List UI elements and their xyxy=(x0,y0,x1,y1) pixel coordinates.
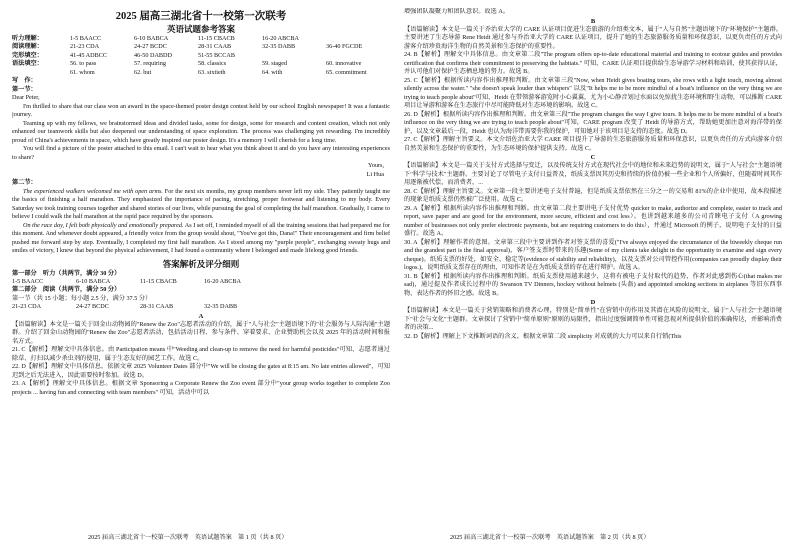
answer-key-label xyxy=(12,69,70,77)
answer-key-cell: 63. sixtieth xyxy=(198,68,226,76)
answer-key-cell: 16-20 ABCBA xyxy=(262,35,299,42)
answer-key-cell: 6-10 BABCA xyxy=(76,278,111,286)
analysis-item: 30. A【解析】理解作者的意图。文章第三段中主要讲到作者对签支票的喜爱("I've always enjoyed the circumstance of the biweekly cheque run and the grandest part is the final approval)，客户签支票时带来的乐趣(Some of my clients take delight in the opportunity to examine and sign every cheque)。纸质支票的好处，如安全、稳定等(evidence of stability and reliability)，以及支票对公司管控作用(companies can proudly display their logos.)，说明纸质支票存在的理由，可知作者是在为纸质支票的存在进行辩护。故选 A。 xyxy=(404,238,782,271)
analysis-item: 31. B【解析】根据所读内容作出推理和判断。纸质支票使用越来越少，这将有被电子支付取代的趋势，作者对此感到伤心(that makes me sad)，通过提及作者成长过程中的 Swanson TV Dinners, hockey without helmets (头盔) and appointed smoking sections in airplanes 等旧东西事物，表达作者的怀旧之感。故选 B。 xyxy=(404,272,782,297)
analysis-part1: 第一部分 听力（共两节，满分 30 分） xyxy=(12,269,121,277)
answer-key-cell: 24-27 BCDC xyxy=(134,43,167,51)
answer-key-row xyxy=(12,52,390,60)
writing-heading: 写 作： xyxy=(12,77,37,85)
answer-key-cell: 11-15 CBACB xyxy=(198,35,235,42)
letter-paragraph: I'm thrilled to share that our class won an award in the space-themed poster design contest held by our school English newspaper! It was a fantastic journey. xyxy=(12,102,390,119)
answer-key-cell: 21-23 CDA xyxy=(12,303,42,311)
story-text: As I set off, I reminded myself of all the training sessions that had prepared me for this moment. And whenever doubt appeared, a friendly voice from the group would shout, "You've got this, Dana!" Their encouragement and firm belief pushed me forward step by step. Eventually, I completed my first half marathon. As I stood among my "purple people", exchanging sweaty hugs and smiles of victory, I knew that beyond the physical achievement, I had found a community where I belonged and made lifelong good friends. xyxy=(12,221,390,255)
answer-key-cell: 28-31 CAAB xyxy=(198,43,232,51)
analysis-item: 【语篇解读】本文是一篇关于乔治亚大学的 CARE 认证项目促进生态旅游的介绍类文本，属于"人与自然"主题语境下的"环境保护"主题群。主要讲述了生态导游 Rene Heidt 通过参与乔治亚大学的 CARE 认证项目，提升了她的生态旅游服务质量和环保意识，以更负责任的方式向游客介绍珍贵海洋生物的自然美景和生态保护的重要性。 xyxy=(404,25,782,50)
analysis-title: 答案解析及评分细则 xyxy=(162,258,240,269)
analysis-item: 22. D【解析】理解文中具体信息。依据文章 2025 Volunteer Dates 部分中"We will be closing the gates at 8:15 am. No late entries allowed"，可知迟到之后无法进入，因此需要按时参加。故选 D。 xyxy=(12,363,390,379)
answer-key-label: 完形填空： xyxy=(12,51,43,59)
answer-key-cell: 1-5 BAACC xyxy=(70,35,102,42)
answer-key-label: 阅读理解： xyxy=(12,43,43,51)
answer-key-cell: 60. innovative xyxy=(326,60,362,68)
answer-key-cell: 24-27 BCDC xyxy=(76,303,109,311)
analysis-part2-sub: 第一节（共 15 小题；每小题 2.5 分，满分 37.5 分） xyxy=(12,294,152,302)
answer-key xyxy=(12,35,390,77)
analysis-item: 21. C【解析】理解文中具体信息。由 Participation means 中"Weeding and clean-up to remove the need for harmful pesticides"可知，志愿者通过除草、打扫以减少杀虫剂的使用，属于生态友好的园艺工作。故选 C。 xyxy=(12,346,390,362)
answer-key-cell: 16-20 ABCBA xyxy=(204,278,241,286)
answer-key-cell: 51-55 BCCAB xyxy=(198,51,235,59)
answer-key-cell: 61. whom xyxy=(70,68,95,76)
answer-key-cell: 28-31 CAAB xyxy=(140,303,174,311)
answer-key-cell: 6-10 BABCA xyxy=(134,35,169,42)
answer-key-row xyxy=(12,69,390,77)
section-letter: A xyxy=(198,312,204,320)
story-paragraph xyxy=(12,188,390,222)
analysis-item: 32. D【解析】理解上下文推断词语的含义。根据文章第二段 simplicity 对成就的大力可以来自行销(This xyxy=(404,332,682,340)
story-opening-sentence: On the race day, I felt both physically and emotionally prepared. xyxy=(23,221,184,229)
right-column xyxy=(404,8,782,528)
answer-key-cell: 32-35 DABB xyxy=(204,303,238,311)
section-letter: D xyxy=(590,299,596,306)
page-footer-left: 2025 届高三湖北省十一校第一次联考 英语试题答案 第 1 页（共 8 页） xyxy=(88,534,288,541)
writing-part2-heading: 第二节： xyxy=(12,179,37,187)
exam-title: 2025 届高三湖北省十一校第一次联考 xyxy=(115,11,287,22)
letter-paragraph: You will find a picture of the poster attached to this email. I can't wait to hear what you think about it and do you have any interesting experiences to share? xyxy=(12,145,390,161)
analysis-item: 26. D【解析】根据所读内容作出推理和判断。由文章第三段"The program changes the way I give tours. It helps me to be more mindful of a boat's influence on the very thing we are trying to teach people about"可知，CARE program 改变了 Heidt 的导游方式，帮助她更加注意对海洋带的保护，以及文章最后一段，Heidt 也认为海洋带需要你我的保护，可知她对于该项目是支持的态度。故选 D。 xyxy=(404,110,782,135)
writing-part1-heading: 第一节： xyxy=(12,85,37,93)
section-letter: C xyxy=(590,154,596,161)
analysis-item: 【语篇解读】本文是一篇关于支付方式选择与变迁，以及传统支付方式在现代社会中的地位和未来趋势的说明文，属于"人与社会"主题语境下"科学与技术"主题群。主要讨论了尽管电子支付日益普及，纸质支票因其历史和持续的价值仍被一些企业和个人所偏好，但随着时间其作用逐渐被代偿，而消费者，... xyxy=(404,162,782,186)
answer-key-cell: 59. staged xyxy=(262,60,288,68)
analysis-part2-keys xyxy=(12,303,390,311)
answer-key-row xyxy=(12,60,390,68)
answer-key-cell: 41-45 ADBCC xyxy=(70,51,107,59)
section-letter: B xyxy=(590,17,596,25)
answer-key-cell: 1-5 BAACC xyxy=(12,278,44,286)
answer-key-row xyxy=(12,35,390,43)
story-opening-sentence: The experienced walkers welcomed me with open arms. xyxy=(23,187,163,195)
answer-key-cell: 32-35 DABB xyxy=(262,43,296,51)
answer-key-cell: 21-23 CDA xyxy=(70,43,100,51)
analysis-item: 24. B【解析】理解文中具体信息。由文章第二段"The program offers up-to-date educational material and training to ecotour guides and provides certification that confirms their commitment to preserving the habitats." 可知，CARE 认证项目提供给生态导游学习材料和培训，使其获得认证，并认可他们对保护生态栖息地的努力。故选 B。 xyxy=(404,51,782,75)
answer-key-cell: 57. requiring xyxy=(134,60,166,68)
analysis-item: 【语篇解读】本文是一篇关于营销策略和消费者心理，特别是"简单性"在营销中的作用及其潜在风险的说明文，属于"人与社会"主题语境下"社会与文化"主题群。文章探讨了营销中"简单原则"原则的局限性，指出过度强调简单性可能忽视对所提供价值的准确传达，并影响消费者的决策... xyxy=(404,307,782,331)
answer-key-row xyxy=(12,43,390,51)
answer-key-cell: 64. with xyxy=(262,68,283,76)
analysis-item: 23. A【解析】理解文中具体信息。根据文章 Sponsoring a Corporate Renew the Zoo event 部分中"your group works together to complete Zoo projects ... having fun and connecting with team members" 可知，活动中可以 xyxy=(12,380,390,396)
analysis-part2: 第二部分 阅读（共两节，满分 50 分） xyxy=(12,286,121,294)
story-text: For the next six months, my group members never left my side. They patiently taught me the basics of finishing a half marathon. They emphasized the importance of pacing, stretching, proper footwear and listening to my body. Every Saturday we took training courses together and shared stories of our lives, while pursuing the goal of completing the half marathon. Gradually, I came to believe I could walk the half marathon at the rapid pace required by the sponsors. xyxy=(12,187,390,221)
page-footer-right: 2025 届高三湖北省十一校第一次联考 英语试题答案 第 2 页（共 8 页） xyxy=(450,534,650,541)
answer-key-label: 听力理解： xyxy=(12,35,43,42)
story-paragraph xyxy=(12,222,390,256)
analysis-item: 27. C【解析】理解主旨要义。本文介绍佐治亚大学 CARE 项目提升了导游的生态旅游服务质量和环保意识，以更负责任的方式向游客介绍自然美景和生态保护的重要性，为生态环境的保护提供支持。故选 C。 xyxy=(404,136,782,152)
answer-key-cell: 11-15 CBACB xyxy=(140,278,177,286)
answer-key-cell: 56. to pass xyxy=(70,60,97,68)
analysis-item: 【语篇解读】本文是一篇关于回金山动物园的"Renew the Zoo"志愿者活动的介绍，属于"人与社会"主题语境下的"社会服务与人际沟通"主题群。介绍了回金山动物园的"Renew the Zoo"志愿者活动，包括活动日程、参与条件、穿着要求、企业赞助机会以及 2025 年的活动时间和报名方式。 xyxy=(12,320,390,345)
answer-key-cell: 62. but xyxy=(134,68,152,76)
answer-key-label: 语法填空： xyxy=(12,60,43,68)
letter-paragraph: Teaming up with my fellows, we brainstormed ideas and divided tasks, some for design, some for research and content creation, which not only enhanced our teamwork skills but also deepened our understanding of space exploration. The process was challenging yet rewarding. I'm incredibly proud of China's achievements in space, which have greatly inspired our poster design. It's a memory I will cherish for a long time. xyxy=(12,119,390,144)
answer-key-cell: 58. classics xyxy=(198,60,227,68)
letter-signature: Li Hua xyxy=(366,170,384,178)
letter-salutation: Dear Peter, xyxy=(12,94,40,102)
answer-title: 英语试题参考答案 xyxy=(166,24,235,34)
letter-closing: Yours, xyxy=(367,162,384,170)
analysis-item: 25. C【解析】根据所读内容作出推理和判断。由文章第三段"Now, when Heidt gives boating tours, she rows with a light touch, moving almost silently across the water." "she doesn't speak louder than whispers" 以及"It helps me to be more mindful of a boat's influence on the very thing we are trying to teach people about"可知，Heidt 在带领游客游览时小心翼翼，尤为小心静音划过水面以免惊扰生态环境和野生动物，可以推断 CARE 项目让导游和游客在生态旅行中尽可能降低对生态环境的影响。故选 C。 xyxy=(404,76,782,109)
left-column xyxy=(12,8,390,528)
analysis-item: 增强团队凝聚力和团队意识。故选 A。 xyxy=(404,8,510,15)
answer-key-cell: 36-40 FGCDE xyxy=(326,43,363,51)
answer-key-cell: 65. commitment xyxy=(326,68,367,76)
analysis-item: 28. C【解析】理解主旨要义。文章第一段主要讲述电子支付普遍，但是纸质支票依然在三分之一的交易和 81%的企业中使用，故本段描述的现象是纸质支票仍然被广泛使用。故选 C。 xyxy=(404,187,782,203)
answer-key-cell: 46-50 DABDD xyxy=(134,51,172,59)
analysis-item: 29. A【解析】根据所读内容作出推理和判断。由文章第二段主要讲电子支付优势 quicker to make, authorize and complete, easier to track and report, save paper and are good for the environment, more secure, efficient and cost less）。也讲到越来越多的公司青睐电子支付（A growing number of businesses not only prefer electronic payments, but are requiring customers to do this），并通过 Microsoft 的例子，说明电子支付的日益盛行。故选 A。 xyxy=(404,204,782,237)
